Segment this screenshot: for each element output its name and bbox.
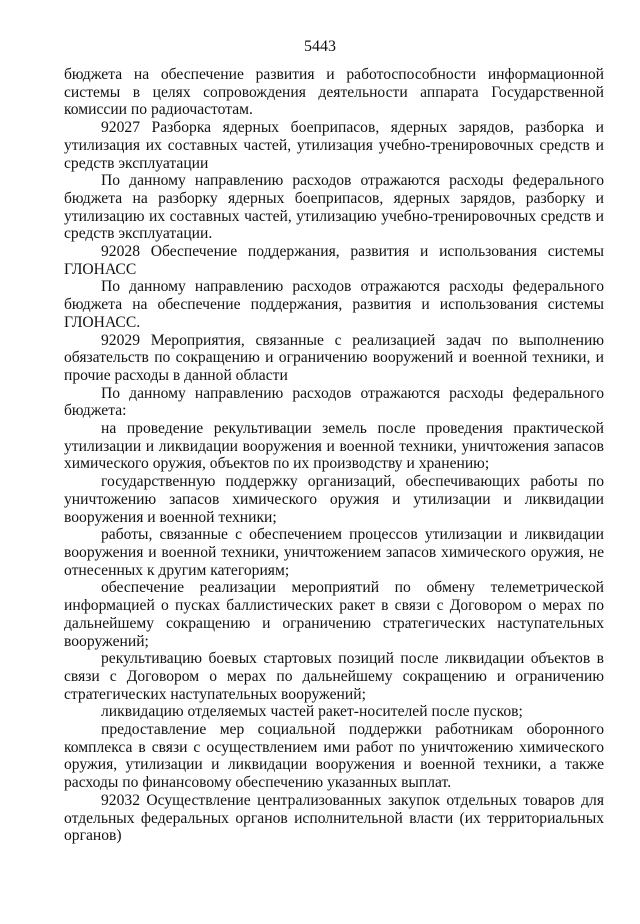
paragraph: По данному направлению расходов отражаются расходы федерального бюджета: (64, 384, 604, 420)
list-item: ликвидацию отделяемых частей ракет-носителей после пусков; (101, 703, 523, 721)
page-number: 5443 (304, 38, 336, 55)
list-item: рекультивацию боевых стартовых позиций после ликвидации объектов в связи с Договором о мерах по дальнейшему сокращению и ограничению стратегических наступательных вооружений; (64, 650, 604, 703)
section-heading-92032: 92032 Осуществление централизованных закупок отдельных товаров для отдельных федеральных органов исполнительной власти (их территориальных органов) (64, 791, 604, 845)
paragraph: бюджета на обеспечение развития и работоспособности информационной системы в целях сопровождения деятельности аппарата Государственной комиссии по радиочастотам. (64, 66, 604, 119)
list-item: государственную поддержку организаций, обеспечивающих работы по уничтожению запасов химического оружия и утилизации и ликвидации вооружения и военной техники; (64, 473, 604, 526)
paragraph: По данному направлению расходов отражаются расходы федерального бюджета на разборку ядерных боеприпасов, ядерных зарядов, разборку и утилизацию их составных частей, утилизацию учебно-тренировочных средств и средств эксплуатации. (64, 172, 604, 243)
list-item: предоставление мер социальной поддержки работникам оборонного комплекса в связи с осуществлением ими работ по уничтожению химического оружия, утилизации и ликвидации вооружения и военной техники, а также расходы по финансовому обеспечению указанных выплат. (64, 721, 604, 792)
list-item: на проведение рекультивации земель после проведения практической утилизации и ликвидации вооружения и военной техники, уничтожения запасов химического оружия, объектов по их производству и хранению; (64, 420, 604, 473)
section-heading-92029: 92029 Мероприятия, связанные с реализацией задач по выполнению обязательств по сокращению и ограничению вооружений и военной техники, и прочие расходы в данной области (64, 331, 604, 384)
paragraph: По данному направлению расходов отражаются расходы федерального бюджета на обеспечение поддержания, развития и использования системы ГЛОНАСС. (64, 278, 604, 331)
section-heading-92028: 92028 Обеспечение поддержания, развития и использования системы ГЛОНАСС (64, 243, 604, 278)
list-item: обеспечение реализации мероприятий по обмену телеметрической информацией о пусках баллистических ракет в связи с Договором о мерах по дальнейшему сокращению и ограничению стратегических наступательных вооружений; (64, 579, 604, 650)
document-body (64, 66, 604, 845)
section-heading-92027: 92027 Разборка ядерных боеприпасов, ядерных зарядов, разборка и утилизация их составных частей, утилизация учебно-тренировочных средств и средств эксплуатации (64, 119, 604, 172)
list-item: работы, связанные с обеспечением процессов утилизации и ликвидации вооружения и военной техники, уничтожением запасов химического оружия, не отнесенных к другим категориям; (64, 526, 604, 579)
